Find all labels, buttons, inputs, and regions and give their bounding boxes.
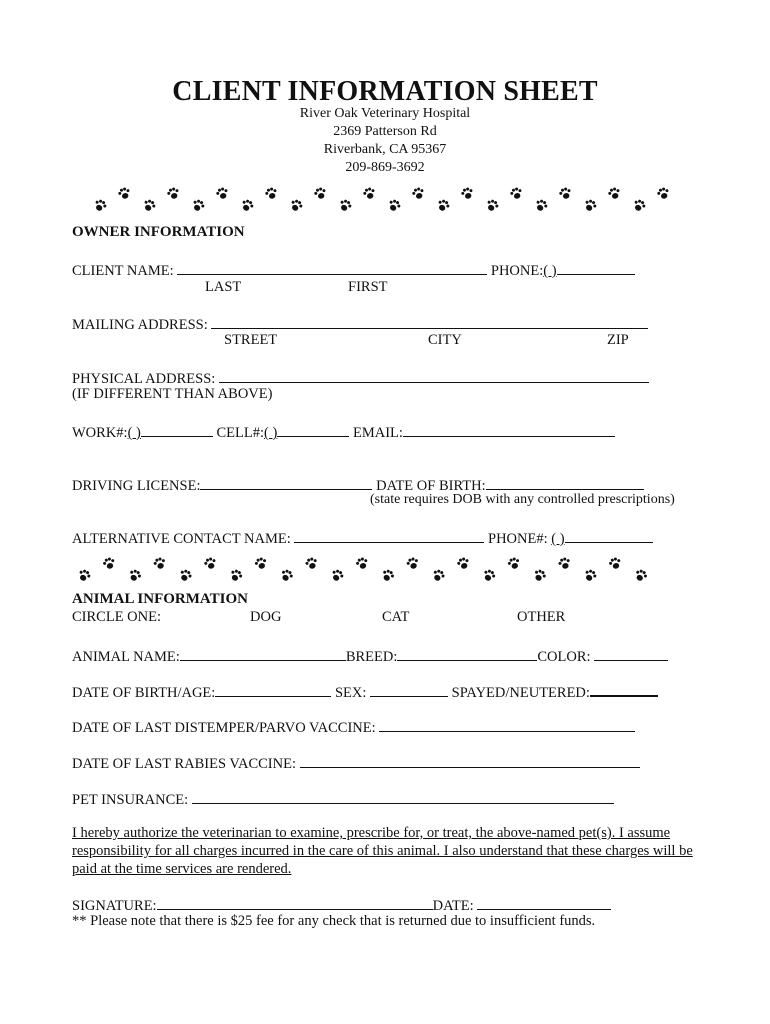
alt-contact-field[interactable]: [294, 528, 484, 543]
mailing-address-field[interactable]: [211, 314, 648, 329]
paw-print-icon: [304, 556, 319, 570]
paw-print-icon: [289, 198, 304, 213]
paw-print-icon: [607, 186, 622, 200]
insurance-field[interactable]: [192, 789, 614, 804]
paw-print-icon: [583, 198, 598, 213]
contact-row: [72, 422, 615, 442]
paw-print-icon: [240, 198, 255, 213]
signature-field[interactable]: [157, 895, 433, 910]
dob-label: DATE OF BIRTH:: [376, 478, 486, 494]
dob-age-field[interactable]: [215, 682, 331, 697]
breed-label: BREED:: [345, 649, 398, 665]
paw-row: [60, 182, 720, 222]
paw-print-icon: [229, 568, 244, 583]
animal-heading: ANIMAL INFORMATION: [72, 591, 248, 607]
paw-print-icon: [656, 186, 671, 200]
paw-print-icon: [558, 186, 573, 200]
animal-dob-row: [72, 681, 658, 702]
cell-phone-field[interactable]: [277, 422, 349, 437]
paw-print-icon: [77, 568, 92, 583]
client-name-field[interactable]: [177, 260, 487, 275]
physical-note: (IF DIFFERENT THAN ABOVE): [72, 386, 273, 402]
paw-print-icon: [338, 198, 353, 213]
work-area-code: ( ): [127, 425, 141, 441]
physical-address-field[interactable]: [219, 368, 649, 383]
paw-print-icon: [633, 568, 648, 583]
animal-name-row: [72, 646, 668, 666]
paw-print-icon: [279, 568, 294, 583]
paw-print-icon: [330, 568, 345, 583]
alt-contact-label: ALTERNATIVE CONTACT NAME:: [72, 531, 291, 547]
work-phone-field[interactable]: [141, 422, 213, 437]
physical-label: PHYSICAL ADDRESS:: [72, 371, 216, 387]
alt-phone-area-code: ( ): [551, 531, 565, 547]
date-field[interactable]: [477, 895, 611, 910]
cell-area-code: ( ): [264, 425, 278, 441]
animal-name-field[interactable]: [180, 646, 346, 661]
license-label: DRIVING LICENSE:: [72, 478, 201, 494]
rabies-field[interactable]: [300, 753, 640, 768]
distemper-field[interactable]: [379, 717, 635, 732]
paw-print-icon: [436, 198, 451, 213]
paw-print-icon: [313, 186, 328, 200]
zip-label: ZIP: [607, 332, 629, 348]
alt-contact-row: [72, 528, 653, 548]
paw-print-icon: [142, 198, 157, 213]
sex-field[interactable]: [370, 682, 448, 697]
spayed-label: SPAYED/NEUTERED:: [451, 685, 590, 701]
distemper-row: [72, 717, 635, 737]
mailing-row: [72, 314, 648, 334]
first-label: FIRST: [348, 279, 388, 295]
signature-row: [72, 895, 611, 915]
paw-print-icon: [411, 186, 426, 200]
paw-print-icon: [456, 556, 471, 570]
spayed-field[interactable]: [590, 681, 658, 697]
license-field[interactable]: [200, 475, 372, 490]
color-field[interactable]: [594, 646, 668, 661]
paw-print-icon: [431, 568, 446, 583]
alt-phone-field[interactable]: [565, 528, 653, 543]
hospital-name: River Oak Veterinary Hospital: [299, 106, 471, 121]
paw-print-icon: [264, 186, 279, 200]
circle-label: CIRCLE ONE:: [72, 609, 162, 625]
sex-label: SEX:: [334, 685, 367, 701]
email-label: EMAIL:: [352, 425, 403, 441]
nsf-note: ** Please note that there is $25 fee for any check that is returned due to insufficient funds.: [72, 913, 596, 929]
paw-print-icon: [191, 198, 206, 213]
paw-print-icon: [215, 186, 230, 200]
authorization-text: I hereby authorize the veterinarian to examine, prescribe for, or treat, the above-named pet(s). I assume responsibility for all charges incurred in the care of this animal. I also understand that these charges will be paid at the time services are rendered.: [72, 825, 693, 877]
insurance-label: PET INSURANCE:: [72, 792, 189, 808]
paw-print-icon: [254, 556, 269, 570]
paw-print-icon: [532, 568, 547, 583]
paw-print-icon: [507, 556, 522, 570]
hospital-phone: 209-869-3692: [345, 160, 425, 175]
paw-print-icon: [485, 198, 500, 213]
paw-print-icon: [127, 568, 142, 583]
page-title: CLIENT INFORMATION SHEET: [172, 76, 598, 107]
paw-print-icon: [405, 556, 420, 570]
color-label: COLOR:: [537, 649, 591, 665]
dob-age-label: DATE OF BIRTH/AGE:: [72, 685, 216, 701]
paw-print-icon: [608, 556, 623, 570]
paw-print-icon: [117, 186, 132, 200]
paw-print-icon: [355, 556, 370, 570]
email-field[interactable]: [403, 422, 615, 437]
paw-divider-middle: [60, 552, 720, 592]
breed-field[interactable]: [397, 646, 537, 661]
paw-print-icon: [102, 556, 117, 570]
mailing-label: MAILING ADDRESS:: [72, 317, 208, 333]
paw-print-icon: [178, 568, 193, 583]
paw-print-icon: [482, 568, 497, 583]
option-dog[interactable]: DOG: [250, 609, 282, 625]
paw-print-icon: [93, 198, 108, 213]
owner-heading: OWNER INFORMATION: [72, 224, 245, 240]
rabies-label: DATE OF LAST RABIES VACCINE:: [72, 756, 296, 772]
paw-print-icon: [166, 186, 181, 200]
phone-label: PHONE:: [490, 263, 544, 279]
paw-print-icon: [387, 198, 402, 213]
work-label: WORK#:: [72, 425, 128, 441]
rabies-row: [72, 753, 640, 773]
paw-row: [60, 552, 720, 592]
city-label: CITY: [428, 332, 462, 348]
paw-divider-top: [60, 182, 720, 222]
date-label: DATE:: [432, 898, 474, 914]
paw-print-icon: [632, 198, 647, 213]
last-label: LAST: [205, 279, 242, 295]
dob-note: (state requires DOB with any controlled prescriptions): [370, 492, 675, 507]
animal-name-label: ANIMAL NAME:: [72, 649, 180, 665]
paw-print-icon: [380, 568, 395, 583]
client-name-row: [72, 260, 635, 280]
paw-print-icon: [203, 556, 218, 570]
alt-phone-label: PHONE#:: [488, 531, 548, 547]
signature-label: SIGNATURE:: [72, 898, 157, 914]
option-other[interactable]: OTHER: [517, 609, 566, 625]
paw-print-icon: [534, 198, 549, 213]
dob-field[interactable]: [486, 475, 644, 490]
paw-print-icon: [460, 186, 475, 200]
phone-field[interactable]: [557, 260, 635, 275]
paw-print-icon: [557, 556, 572, 570]
paw-print-icon: [509, 186, 524, 200]
cell-label: CELL#:: [216, 425, 265, 441]
physical-row: [72, 368, 649, 388]
paw-print-icon: [362, 186, 377, 200]
insurance-row: [72, 789, 614, 809]
client-name-label: CLIENT NAME:: [72, 263, 174, 279]
hospital-street: 2369 Patterson Rd: [333, 124, 437, 139]
paw-print-icon: [583, 568, 598, 583]
distemper-label: DATE OF LAST DISTEMPER/PARVO VACCINE:: [72, 720, 376, 736]
option-cat[interactable]: CAT: [382, 609, 410, 625]
hospital-city: Riverbank, CA 95367: [323, 142, 447, 157]
street-label: STREET: [224, 332, 278, 348]
paw-print-icon: [152, 556, 167, 570]
phone-area-code: ( ): [543, 263, 557, 279]
